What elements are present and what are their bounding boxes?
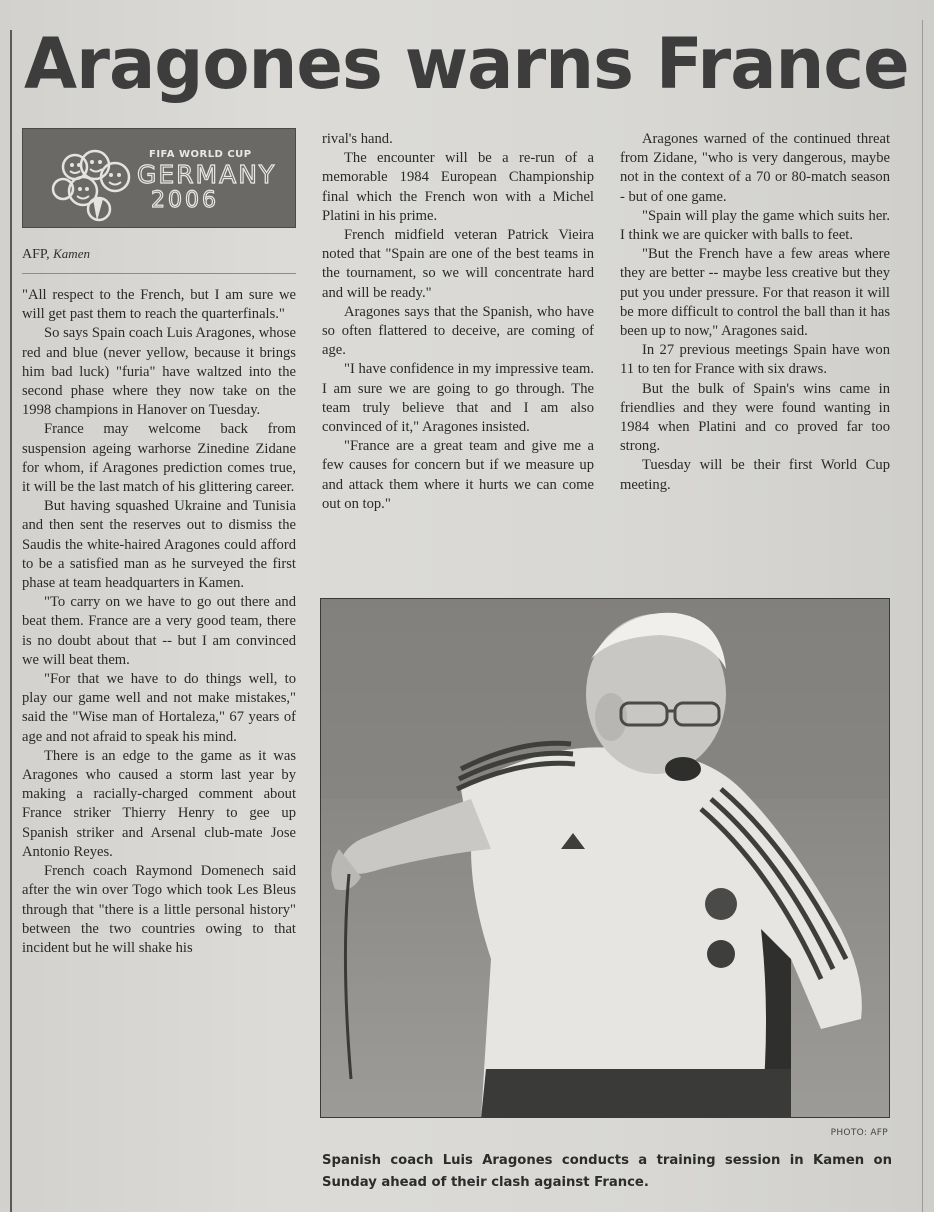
paragraph: But the bulk of Spain's wins came in friendlies and they were found wanting in 1984 when Platini and co proved far too strong. [620,380,890,455]
byline-agency: AFP, [22,247,50,262]
paragraph: France may welcome back from suspension ageing warhorse Zinedine Zidane for whom, if Aragones prediction comes true, it will be the last match of his glittering career. [22,421,296,496]
byline [22,246,90,263]
paragraph: Aragones warned of the continued threat from Zidane, "who is very dangerous, maybe not in the context of a 70 or 80-match season - but of one game. [620,131,890,205]
paragraph: "To carry on we have to go out there and beat them. France are a very good team, there is no doubt about that -- but I am convinced we will beat them. [22,594,296,668]
byline-place: Kamen [53,246,90,261]
paragraph: "France are a great team and give me a few causes for concern but if we measure up and attack them where it hurts we can come out on top." [322,438,594,512]
world-cup-logo [22,128,296,228]
article-column-1 [22,286,296,958]
paragraph: French coach Raymond Domenech said after the win over Togo which took Les Bleus through that "there is a little personal history" between the two countries owing to that incident but he will shake his [22,863,296,956]
column-rule-right [922,20,923,1212]
paragraph: Tuesday will be their first World Cup meeting. [620,457,890,493]
headline: Aragones warns France [24,23,909,105]
coach-photo-image [321,599,890,1118]
paragraph: So says Spain coach Luis Aragones, whose red and blue (never yellow, because it brings him bad luck) "furia" have waltzed into the second phase where they now take on the 1998 champions in Hanover on Tuesday. [22,325,296,419]
photo-caption: Spanish coach Luis Aragones conducts a training session in Kamen on Sunday ahead of their clash against France. [322,1153,892,1190]
paragraph: "Spain will play the game which suits her. I think we are quicker with balls to feet. [620,207,890,244]
paragraph: "But the French have a few areas where they are better -- maybe less creative but they put you under pressure. For that reason it will be more difficult to control the ball than it has been up to now," Aragones said. [620,246,890,340]
paragraph: rival's hand. [322,131,393,147]
paragraph: But having squashed Ukraine and Tunisia and then sent the reserves out to dismiss the Saudis the white-haired Aragones could afford to be a satisfied man as he surveyed the first phase at team headquarters in Kamen. [22,498,296,592]
byline-divider [22,273,296,274]
logo-world-cup-text: FIFA WORLD CUP [149,149,252,160]
paragraph: The encounter will be a re-run of a memorable 1984 European Championship final which the French won with a Michel Platini in his prime. [322,150,594,224]
paragraph: Aragones says that the Spanish, who have so often flattered to deceive, are coming of age. [322,303,594,359]
article-column-2 [322,130,594,514]
paragraph: "I have confidence in my impressive team. I am sure we are going to go through. The team truly believe that and I am also convinced of it," Aragones insisted. [322,361,594,436]
paragraph: "All respect to the French, but I am sure we will get past them to reach the quarterfinals." [22,287,296,323]
paragraph: "For that we have to do things well, to play our game well and not make mistakes," said the "Wise man of Hortaleza," 67 years of age and not afraid to speak his mind. [22,671,296,745]
paragraph: There is an edge to the game as it was Aragones who caused a storm last year by making a racially-charged comment about France striker Thierry Henry to gee up Spanish striker and Arsenal club-mate Jose Antonio Reyes. [22,747,296,860]
article-column-3 [620,130,890,495]
logo-country-text: GERMANY [137,160,277,189]
article-photo [320,598,890,1118]
column-rule-left [10,30,12,1212]
logo-year-text: 2006 [151,188,219,213]
paragraph: In 27 previous meetings Spain have won 11 to ten for France with six draws. [620,342,890,378]
paragraph: French midfield veteran Patrick Vieira noted that "Spain are one of the best teams in the tournament, so we will concentrate hard and will be ready." [322,227,594,301]
photo-credit: PHOTO: AFP [830,1128,888,1138]
